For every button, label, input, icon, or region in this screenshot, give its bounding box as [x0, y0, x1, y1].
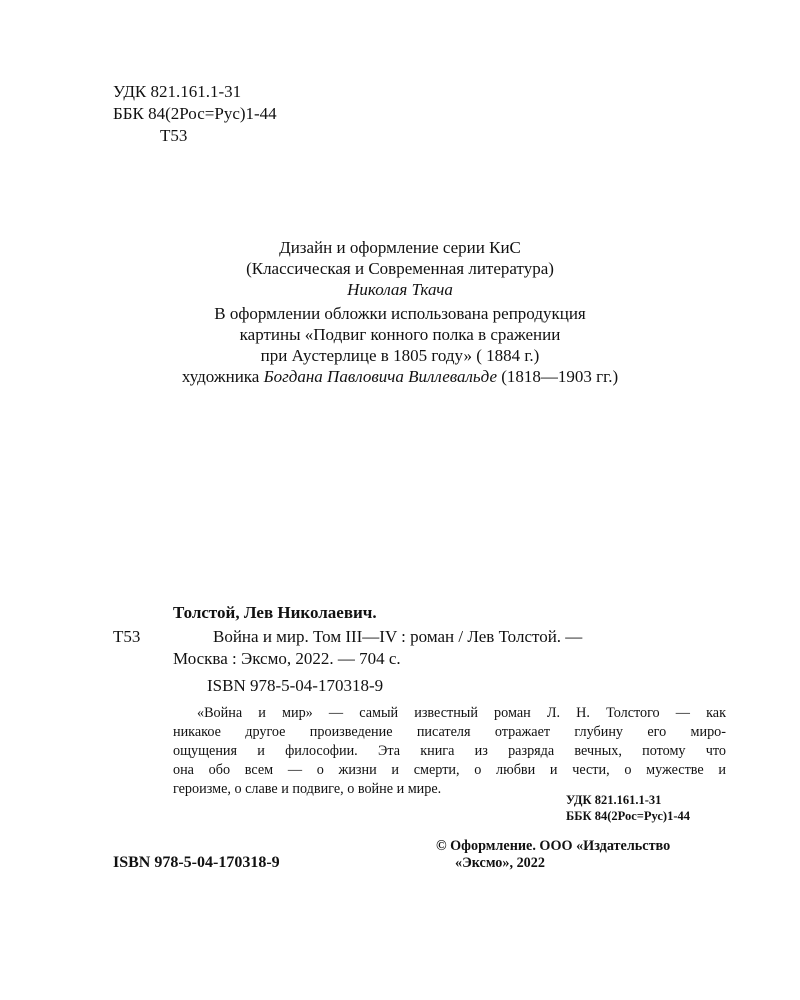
annotation-line-5: героизме, о славе и подвиге, о войне и мире.	[173, 781, 442, 797]
footer-isbn: ISBN 978-5-04-170318-9	[113, 854, 280, 871]
cover-credit-line-2: картины «Подвиг конного полка в сражении	[239, 325, 561, 344]
bib-isbn: ISBN 978-5-04-170318-9	[207, 676, 384, 695]
annotation-line-3: ощущения и философии. Эта книга из разряда вечных, потому что	[173, 743, 726, 759]
series-name: (Классическая и Современная литература)	[246, 259, 554, 278]
artist-years: (1818—1903 гг.)	[501, 367, 619, 386]
udk-code: УДК 821.161.1-31	[113, 82, 242, 101]
title-line: Война и мир. Том III—IV : роман / Лев Толстой. —	[213, 627, 583, 646]
cover-credit-line-1: В оформлении обложки использована репродукция	[214, 304, 586, 323]
author-sign: Т53	[160, 126, 188, 145]
index-udk: УДК 821.161.1-31	[566, 793, 662, 807]
designer-name	[0, 281, 800, 298]
imprint-line: Москва : Эксмо, 2022. — 704 с.	[173, 649, 401, 668]
artist-name: Богдана Павловича Виллевальде	[263, 367, 498, 386]
bib-author-sign: Т53	[113, 627, 141, 646]
annotation-line-2: никакое другое произведение писателя отражает глубину его миро-	[173, 724, 726, 740]
artist-credit	[0, 368, 800, 385]
bbk-code: ББК 84(2Рос=Рус)1-44	[113, 104, 277, 123]
series-design-line: Дизайн и оформление серии КиС	[279, 238, 521, 257]
copyright-line-2: «Эксмо», 2022	[455, 855, 545, 871]
annotation-line-4: она обо всем — о жизни и смерти, о любви и чести, о мужестве и	[173, 762, 726, 778]
annotation-line-1: «Война и мир» — самый известный роман Л. Н. Толстого — как	[197, 705, 726, 721]
designer-name-text: Николая Ткача	[347, 280, 453, 299]
index-bbk: ББК 84(2Рос=Рус)1-44	[566, 809, 690, 823]
copyright-line-1: © Оформление. ООО «Издательство	[436, 838, 671, 854]
author-heading: Толстой, Лев Николаевич.	[173, 603, 377, 622]
cover-credit-line-3: при Аустерлице в 1805 году» ( 1884 г.)	[260, 346, 540, 365]
artist-prefix: художника	[181, 367, 260, 386]
